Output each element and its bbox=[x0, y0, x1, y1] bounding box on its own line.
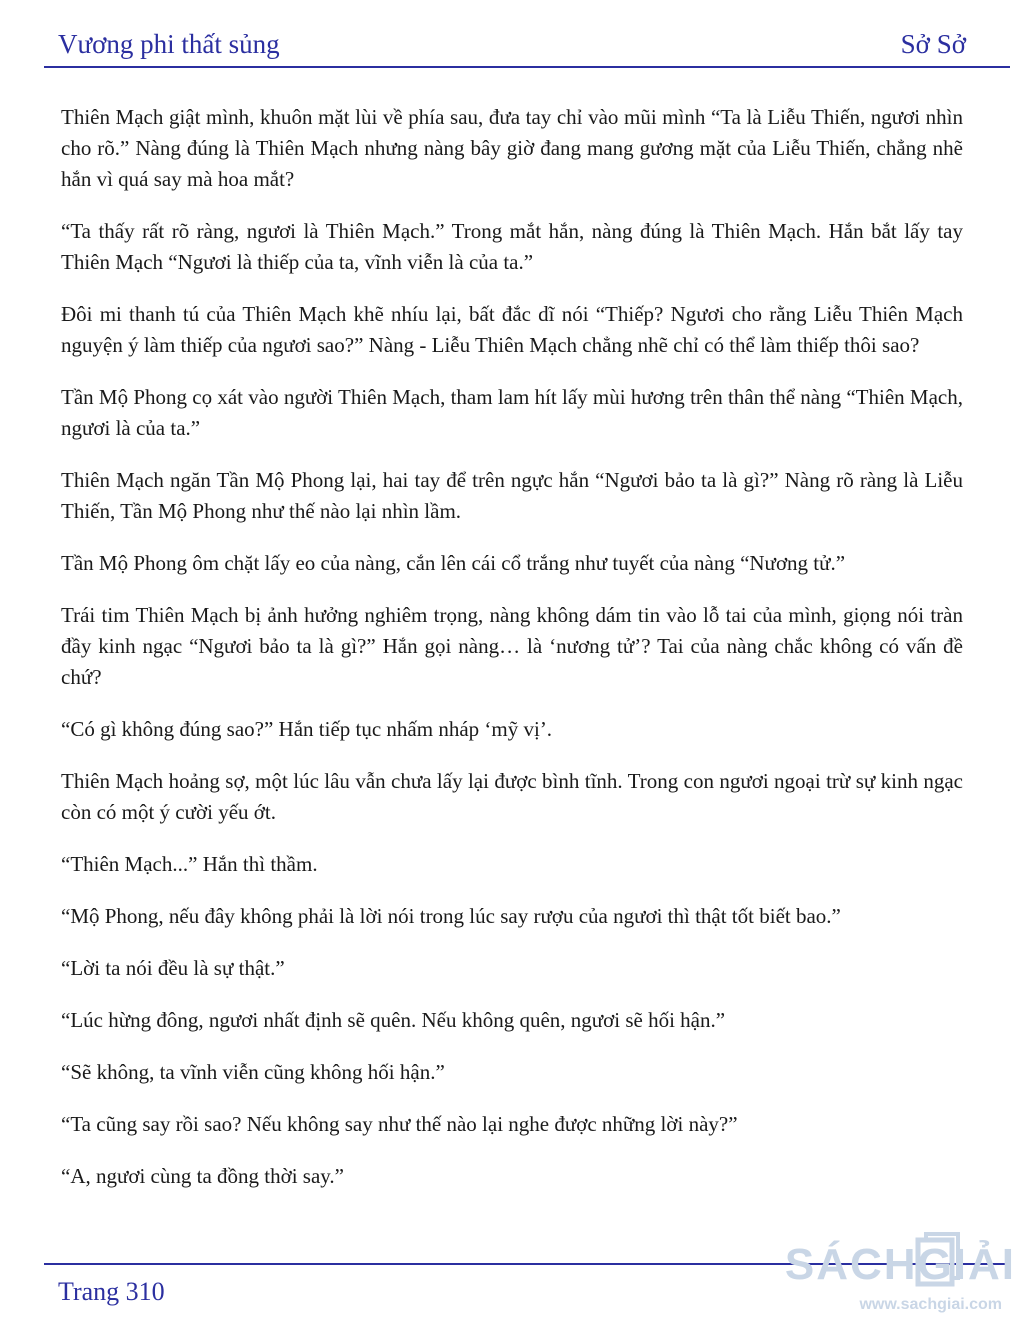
paragraph: “Có gì không đúng sao?” Hắn tiếp tục nhấm nháp ‘mỹ vị’. bbox=[61, 717, 553, 741]
paragraph: Thiên Mạch giật mình, khuôn mặt lùi về phía sau, đưa tay chỉ vào mũi mình “Ta là Liễu Thiến, ngươi nhìn cho rõ.” Nàng đúng là Thiên Mạch nhưng nàng bây giờ đang mang gương mặt của Liễu Thiến, chẳng nhẽ hắn vì quá say mà hoa mắt? bbox=[61, 105, 963, 191]
paragraph: “Lúc hừng đông, ngươi nhất định sẽ quên. Nếu không quên, ngươi sẽ hối hận.” bbox=[61, 1008, 726, 1032]
page-header bbox=[58, 22, 966, 64]
paragraph: Tần Mộ Phong cọ xát vào người Thiên Mạch, tham lam hít lấy mùi hương trên thân thể nàng “Thiên Mạch, ngươi là của ta.” bbox=[61, 385, 963, 440]
page-body bbox=[61, 102, 963, 1213]
watermark-logo-text: SÁCHGIẢI bbox=[784, 1240, 1016, 1289]
paragraph: Thiên Mạch hoảng sợ, một lúc lâu vẫn chưa lấy lại được bình tĩnh. Trong con ngươi ngoại trừ sự kinh ngạc còn có một ý cười yếu ớt. bbox=[61, 769, 963, 824]
paragraph: “A, ngươi cùng ta đồng thời say.” bbox=[61, 1164, 345, 1188]
paragraph: “Thiên Mạch...” Hắn thì thầm. bbox=[61, 852, 318, 876]
paragraph: Đôi mi thanh tú của Thiên Mạch khẽ nhíu lại, bất đắc dĩ nói “Thiếp? Ngươi cho rằng Liễu Thiên Mạch nguyện ý làm thiếp của ngươi sao?” Nàng - Liễu Thiên Mạch chẳng nhẽ chỉ có thể làm thiếp thôi sao? bbox=[61, 302, 963, 357]
watermark-url: www.sachgiai.com bbox=[859, 1296, 1002, 1313]
page-number: Trang 310 bbox=[58, 1277, 165, 1306]
paragraph: “Ta thấy rất rõ ràng, ngươi là Thiên Mạch.” Trong mắt hắn, nàng đúng là Thiên Mạch. Hắn bắt lấy tay Thiên Mạch “Ngươi là thiếp của ta, vĩnh viễn là của ta.” bbox=[61, 219, 963, 274]
book-author: Sở Sở bbox=[900, 29, 966, 59]
paragraph: Thiên Mạch ngăn Tần Mộ Phong lại, hai tay để trên ngực hắn “Ngươi bảo ta là gì?” Nàng rõ ràng là Liễu Thiến, Tần Mộ Phong như thế nào lại nhìn lầm. bbox=[61, 468, 963, 523]
watermark-logo bbox=[784, 1230, 1020, 1320]
paragraph: Tần Mộ Phong ôm chặt lấy eo của nàng, cắn lên cái cổ trắng như tuyết của nàng “Nương tử.” bbox=[61, 551, 846, 575]
paragraph: Trái tim Thiên Mạch bị ảnh hưởng nghiêm trọng, nàng không dám tin vào lỗ tai của mình, giọng nói tràn đầy kinh ngạc “Ngươi bảo ta là gì?” Hắn gọi nàng… là ‘nương tử’? Tai của nàng chắc không có vấn đề chứ? bbox=[61, 603, 963, 689]
header-divider bbox=[44, 66, 1010, 68]
paragraph: “Mộ Phong, nếu đây không phải là lời nói trong lúc say rượu của ngươi thì thật tốt biết bao.” bbox=[61, 904, 841, 928]
paragraph: “Sẽ không, ta vĩnh viễn cũng không hối hận.” bbox=[61, 1060, 445, 1084]
book-title: Vương phi thất sủng bbox=[58, 29, 280, 59]
paragraph: “Lời ta nói đều là sự thật.” bbox=[61, 956, 285, 980]
paragraph: “Ta cũng say rồi sao? Nếu không say như thế nào lại nghe được những lời này?” bbox=[61, 1112, 738, 1136]
